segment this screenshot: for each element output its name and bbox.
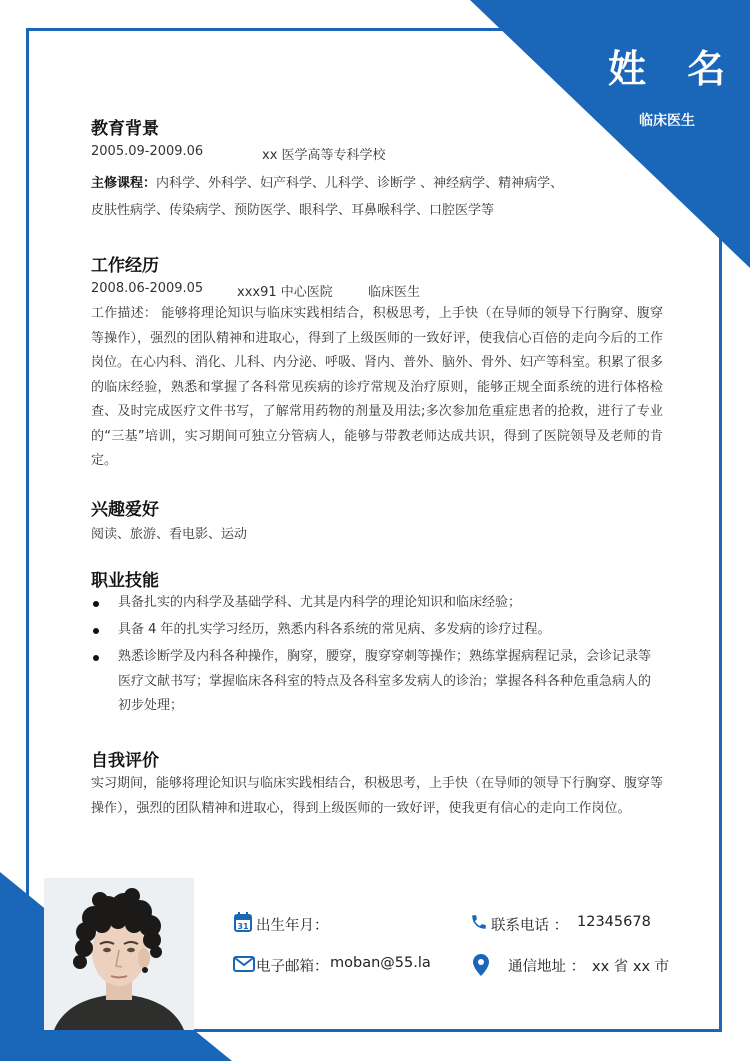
portrait-illustration (44, 878, 194, 1030)
email-value: moban@55.la (330, 955, 431, 971)
email-icon (233, 956, 255, 972)
calendar-icon (234, 912, 252, 932)
work-description: 工作描述： 能够将理论知识与临床实践相结合，积极思考，上手快（在导师的领导下行胸穿、腹穿等操作），强烈的团队精神和进取心，得到了上级医师的一致好评，使我信心百倍的走向今后的工作岗位。在心内科、消化、儿科、内分泌、呼吸、肾内、普外、脑外、骨外、妇产等科室。积累了很多的临床经验，熟悉和掌握了各科常见疾病的诊疗常规及治疗原则，能够正规全面系统的进行体格检查、及时完成医疗文件书写，了解常用药物的剂量及用法;多次参加危重症患者的抢救，进行了专业的“三基”培训，实习期间可独立分管病人，能够与带教老师达成共识，得到了医院领导及老师的肯定。 (91, 306, 664, 468)
skills-title: 职业技能 (91, 571, 159, 591)
self-eval-title: 自我评价 (91, 751, 159, 771)
phone-label: 联系电话 ： (491, 918, 569, 934)
education-school: xx 医学高等专科学校 (262, 148, 386, 163)
hobbies-text: 阅读、旅游、看电影、运动 (91, 527, 248, 542)
work-title: 工作经历 (91, 256, 159, 276)
work-position: 临床医生 (368, 285, 421, 300)
calendar-day-text: 31 (237, 922, 249, 931)
courses-text-1: 内科学、外科学、妇产科学、儿科学、诊断学 、神经病学、精神病学、 (156, 176, 564, 191)
work-hospital: xxx91 中心医院 (237, 285, 333, 300)
courses-text-2: 皮肤性病学、传染病学、预防医学、眼科学、耳鼻喉科学、口腔医学等 (91, 203, 495, 218)
birth-label: 出生年月： (256, 918, 329, 934)
person-name: 姓 名 (608, 47, 740, 91)
bullet (93, 628, 99, 634)
skill-item: 具备 4 年的扎实学习经历，熟悉内科各系统的常见病、多发病的诊疗过程。 (118, 622, 551, 637)
address-label: 通信地址 ： (508, 959, 586, 975)
courses-label: 主修课程： (91, 176, 157, 191)
self-eval-text: 实习期间，能够将理论知识与临床实践相结合，积极思考，上手快（在导师的领导下行胸穿、腹穿等操作），强烈的团队精神和进取心，得到上级医师的一致好评，使我更有信心的走向工作岗位。 (91, 776, 664, 816)
location-pin-icon (473, 954, 489, 976)
bullet (93, 601, 99, 607)
bullet (93, 655, 99, 661)
profile-photo (44, 878, 194, 1030)
education-courses-line1 (91, 172, 563, 191)
skill-item: 熟悉诊断学及内科各种操作，胸穿，腰穿，腹穿穿刺等操作；熟练掌握病程记录，会诊记录等医疗文献书写；掌握临床各科室的特点及各科室多发病人的诊治；掌握各科各种危重急病人的初步处理； (118, 649, 652, 713)
education-period: 2005.09-2009.06 (91, 144, 204, 159)
hobbies-title: 兴趣爱好 (91, 500, 159, 520)
phone-value: 12345678 (577, 914, 651, 930)
email-label: 电子邮箱： (256, 959, 329, 975)
address-value: xx 省 xx 市 (592, 959, 670, 975)
work-period: 2008.06-2009.05 (91, 281, 204, 296)
skill-item: 具备扎实的内科学及基础学科、尤其是内科学的理论知识和临床经验； (118, 595, 522, 610)
education-title: 教育背景 (91, 119, 159, 139)
phone-icon (470, 913, 488, 931)
job-title: 临床医生 (639, 113, 695, 129)
